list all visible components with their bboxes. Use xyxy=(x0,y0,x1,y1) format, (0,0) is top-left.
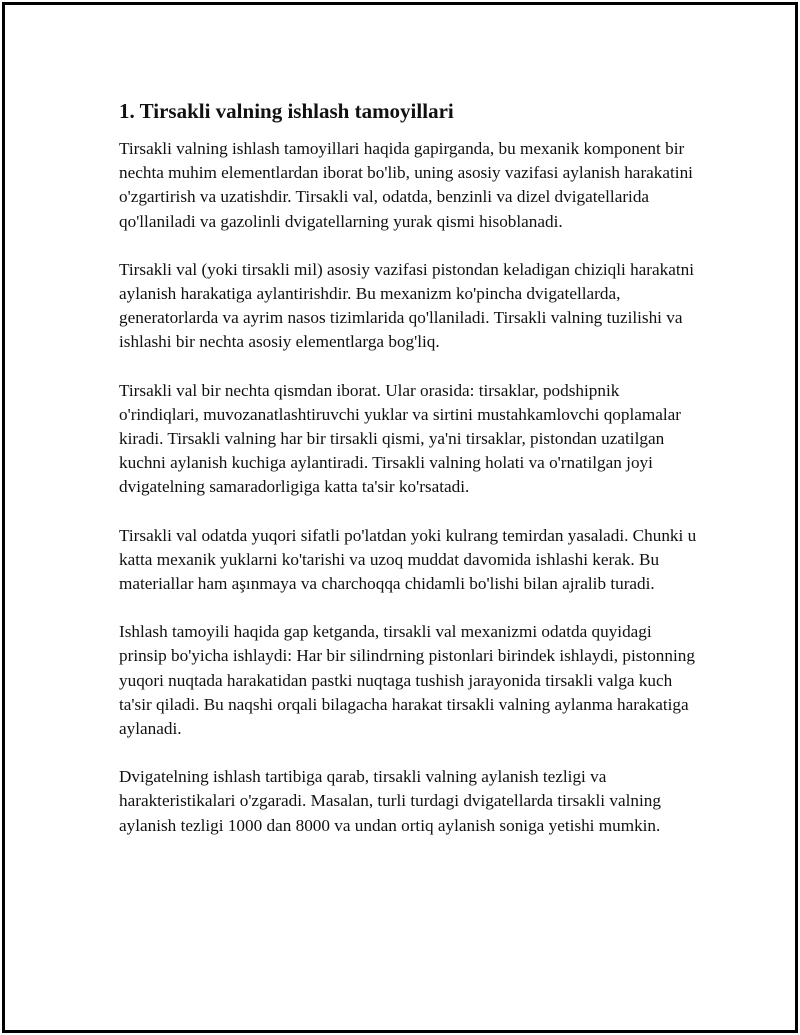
document-content xyxy=(119,97,699,862)
document-page xyxy=(2,2,798,1033)
paragraph-5: Ishlash tamoyili haqida gap ketganda, tirsakli val mexanizmi odatda quyidagi prinsip bo'yicha ishlaydi: Har bir silindrning pistonlari birindek ishlaydi, pistonning yuqori nuqtada harakatidan pastki nuqtaga tushish jarayonida tirsakli valga kuch ta'sir qiladi. Bu naqshi orqali bilagacha harakat tirsakli valning aylanma harakatiga aylanadi. xyxy=(119,622,695,739)
paragraph-1: Tirsakli valning ishlash tamoyillari haqida gapirganda, bu mexanik komponent bir nechta muhim elementlardan iborat bo'lib, uning asosiy vazifasi aylanish harakatini o'zgartirish va uzatishdir. Tirsakli val, odatda, benzinli va dizel dvigatellarida qo'llaniladi va gazolinli dvigatellarning yurak qismi hisoblanadi. xyxy=(119,139,693,231)
section-heading: 1. Tirsakli valning ishlash tamoyillari xyxy=(119,99,454,123)
paragraph-4: Tirsakli val odatda yuqori sifatli po'latdan yoki kulrang temirdan yasaladi. Chunki u katta mexanik yuklarni ko'tarishi va uzoq muddat davomida ishlashi kerak. Bu materiallar ham aşınmaya va charchoqqa chidamli bo'lishi bilan ajralib turadi. xyxy=(119,525,697,594)
paragraph-2: Tirsakli val (yoki tirsakli mil) asosiy vazifasi pistondan keladigan chiziqli harakatni aylanish harakatiga aylantirishdir. Bu mexanizm ko'pincha dvigatellarda, generatorlarda va ayrim nasos tizimlarida qo'llaniladi. Tirsakli valning tuzilishi va ishlashi bir nechta asosiy elementlarga bog'liq. xyxy=(119,259,695,352)
paragraph-3: Tirsakli val bir nechta qismdan iborat. Ular orasida: tirsaklar, podshipnik o'rindiqlari, muvozanatlashtiruvchi yuklar va sirtini mustahkamlovchi qoplamalar kiradi. Tirsakli valning har bir tirsakli qismi, ya'ni tirsaklar, pistondan uzatilgan kuchni aylanish kuchiga aylantiradi. Tirsakli valning holati va o'rnatilgan joyi dvigatelning samaradorligiga katta ta'sir ko'rsatadi. xyxy=(119,380,682,497)
paragraph-6: Dvigatelning ishlash tartibiga qarab, tirsakli valning aylanish tezligi va harakteristikalari o'zgaradi. Masalan, turli turdagi dvigatellarda tirsakli valning aylanish tezligi 1000 dan 8000 va undan ortiq aylanish soniga yetishi mumkin. xyxy=(119,767,661,835)
